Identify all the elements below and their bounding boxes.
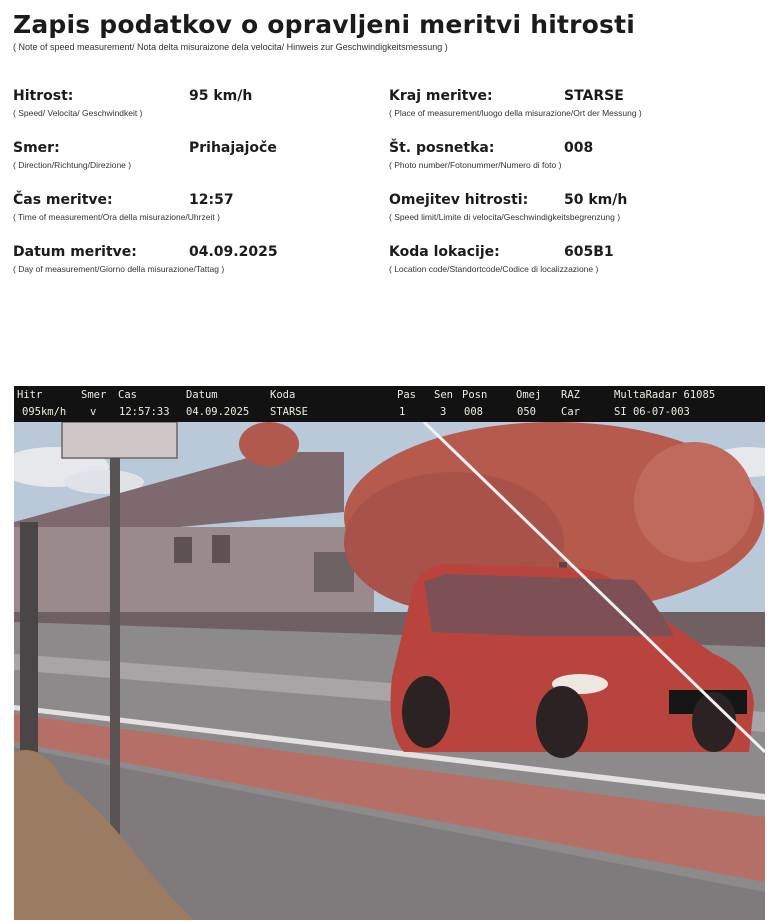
overlay-header-lane: Pas (397, 389, 416, 401)
field-translation: ( Time of measurement/Ora della misurazione/Uhrzeit ) (13, 212, 220, 222)
car-wheel (536, 686, 588, 758)
field-label: Datum meritve: (13, 244, 137, 260)
document-subtitle: ( Note of speed measurement/ Nota delta misuraizone dela velocita/ Hinweis zur Geschwindigkeitsmessung ) (13, 42, 448, 52)
field-translation: ( Place of measurement/luogo della misurazione/Ort der Messung ) (389, 108, 642, 118)
overlay-device-id: MultaRadar 61085 (614, 389, 716, 401)
overlay-code: STARSE (270, 406, 308, 418)
overlay-device-serial: SI 06-07-003 (614, 406, 690, 418)
overlay-header-direction: Smer (81, 389, 107, 401)
field-value: 12:57 (189, 192, 234, 208)
tree (239, 422, 299, 466)
field-label: Koda lokacije: (389, 244, 500, 260)
overlay-class: Car (561, 406, 580, 418)
overlay-header-code: Koda (270, 389, 296, 401)
field-label: Čas meritve: (13, 192, 113, 208)
field-label: Omejitev hitrosti: (389, 192, 529, 208)
field-label: Hitrost: (13, 88, 74, 104)
field-translation: ( Direction/Richtung/Direzione ) (13, 160, 132, 170)
overlay-speed: 095km/h (22, 406, 67, 418)
field-value: 50 km/h (564, 192, 628, 208)
field-label: Smer: (13, 140, 60, 156)
field-value: 605B1 (564, 244, 614, 260)
overlay-time: 12:57:33 (119, 406, 170, 418)
tree (634, 442, 754, 562)
field-translation: ( Speed limit/Limite di velocita/Geschwindigkeitsbegrenzung ) (389, 212, 621, 222)
overlay-header-speed: Hitr (17, 389, 43, 401)
radar-data-overlay (14, 386, 765, 422)
overlay-header-time: Cas (118, 389, 137, 401)
field-value: STARSE (564, 88, 624, 104)
overlay-header-class: RAZ (561, 389, 580, 401)
field-translation: ( Day of measurement/Giorno della misurazione/Tattag ) (13, 264, 225, 274)
road-sign (62, 422, 177, 458)
field-label: Kraj meritve: (389, 88, 493, 104)
field-value: Prihajajoče (189, 140, 277, 156)
overlay-lane: 1 (399, 406, 406, 418)
field-value: 04.09.2025 (189, 244, 278, 260)
overlay-header-date: Datum (186, 389, 218, 401)
overlay-limit: 050 (517, 406, 536, 418)
building-window (212, 535, 230, 563)
field-value: 008 (564, 140, 594, 156)
overlay-header-sensor: Sen (434, 389, 453, 401)
document-title: Zapis podatkov o opravljeni meritvi hitrosti (13, 10, 636, 39)
overlay-date: 04.09.2025 (186, 406, 250, 418)
overlay-header-limit: Omej (516, 389, 542, 401)
field-translation: ( Speed/ Velocita/ Geschwindkeit ) (13, 108, 143, 118)
field-value: 95 km/h (189, 88, 253, 104)
field-translation: ( Location code/Standortcode/Codice di localizzazione ) (389, 264, 599, 274)
car-wheel (402, 676, 450, 748)
overlay-sensor: 3 (440, 406, 447, 418)
sign-pole (110, 458, 120, 848)
field-label: Št. posnetka: (389, 140, 495, 156)
field-translation: ( Photo number/Fotonummer/Numero di foto ) (389, 160, 562, 170)
building-window (174, 537, 192, 563)
overlay-direction: v (90, 406, 97, 418)
radar-photo (14, 386, 765, 920)
street-scene (14, 422, 765, 920)
overlay-header-photo: Posn (462, 389, 488, 401)
overlay-photo-number: 008 (464, 406, 483, 418)
